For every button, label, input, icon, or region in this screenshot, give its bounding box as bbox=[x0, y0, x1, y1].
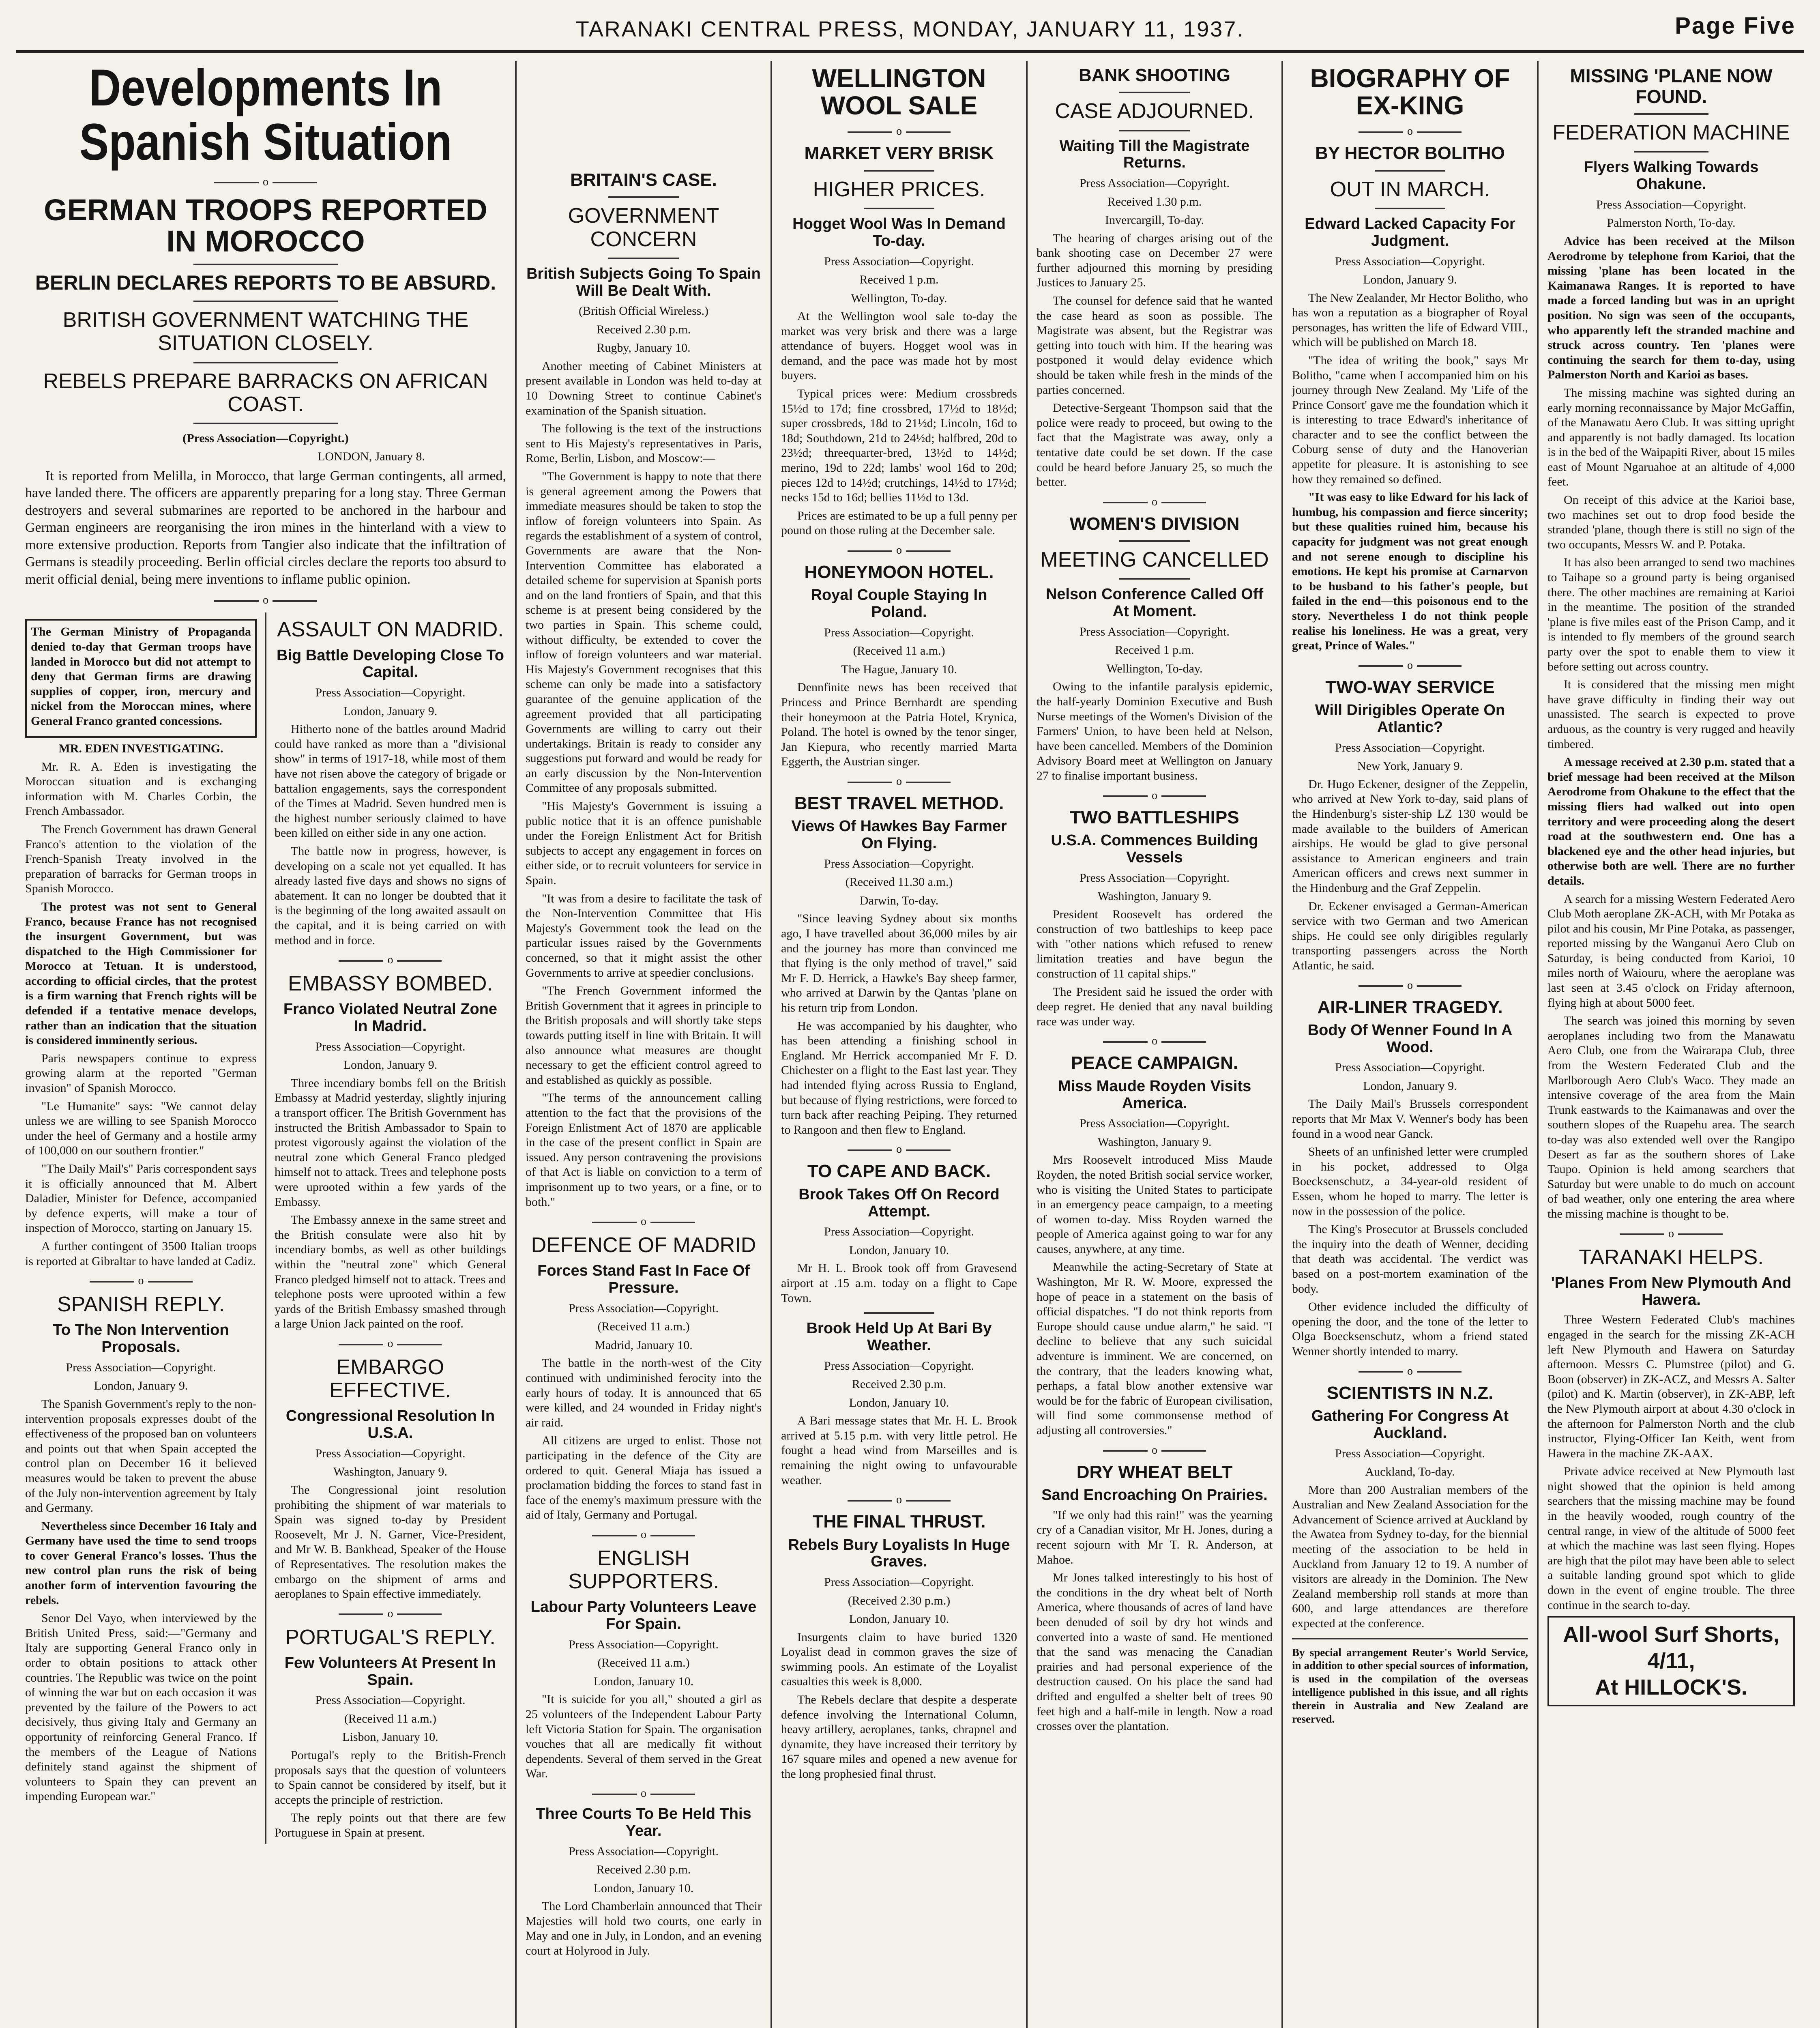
section-headline: HONEYMOON HOTEL. bbox=[804, 562, 994, 582]
column-rule bbox=[265, 612, 266, 1843]
paragraph: It has also been arranged to send two machines to Taihape so a ground party is being organised there. The other machines are remaining at Karioi in the meantime. The position of the stranded 'plane is five miles east of the Prison Camp, and it is intended to fly members of the ground search party over the spot to enable them to view it before setting out across country. bbox=[1547, 556, 1795, 673]
paragraph: Other evidence included the difficulty of opening the door, and the tone of the letter to Olga Boecksenschutz, whom a friend stated Wenner shortly intended to marry. bbox=[1292, 1300, 1528, 1358]
dateline: Wellington, To-day. bbox=[851, 291, 947, 305]
divider bbox=[1375, 208, 1446, 209]
credit: Press Association—Copyright. bbox=[824, 857, 974, 870]
credit: Press Association—Copyright. bbox=[1335, 254, 1485, 268]
section-subhead: Brook Held Up At Bari By Weather. bbox=[806, 1320, 992, 1354]
divider: o bbox=[781, 775, 1017, 788]
dateline: Wellington, To-day. bbox=[1106, 662, 1203, 675]
section-subhead: Brook Takes Off On Record Attempt. bbox=[798, 1186, 1000, 1220]
credit: Press Association—Copyright. bbox=[824, 1359, 974, 1373]
paragraph: The hearing of charges arising out of the bank shooting case on December 27 were further adjourned this morning by presiding Justices to January 25. bbox=[1037, 231, 1273, 290]
deck: REBELS PREPARE BARRACKS ON AFRICAN COAST. bbox=[43, 369, 488, 416]
paragraph: The protest was not sent to General Franco, because France has not recognised the insurgent Government, but was dispatched to the High Commissioner for Morocco at Tetuan. It is understood, according to official circles, that the protest is a firm warning that French rights will be defended if a tentative menace develops, rather than an indication that the situation is considered imminently serious. bbox=[25, 900, 257, 1047]
dateline: (Received 11 a.m.) bbox=[597, 1320, 690, 1334]
divider bbox=[1375, 170, 1446, 172]
section-subhead: 'Planes From New Plymouth And Hawera. bbox=[1551, 1274, 1792, 1308]
dateline: London, January 10. bbox=[849, 1243, 949, 1257]
newspaper-page bbox=[16, 8, 1804, 2028]
section-headline: ENGLISH SUPPORTERS. bbox=[568, 1546, 719, 1594]
credit: Press Association—Copyright. bbox=[1079, 176, 1230, 190]
ad-line: All-wool Surf Shorts, bbox=[1563, 1622, 1779, 1647]
section-headline: WOMEN'S DIVISION bbox=[1069, 513, 1240, 534]
section-headline: TARANAKI HELPS. bbox=[1579, 1245, 1764, 1269]
paragraph: It is considered that the missing men might have grave difficulty in finding their way out unassisted. The search is expected to prove arduous, as the country is very rugged and heavily timbered. bbox=[1547, 678, 1795, 751]
lead-paragraph: It is reported from Melilla, in Morocco, that large German contingents, all armed, have landed there. The officers are apparently preparing for a long stay. Three German destroyers and several submarines are reported to be anchored in the harbour and German engineers are reorganising the iron mines in the hinterland with a view to more extensive production. Reports from Tangier also indicate that the infiltration of Germans is steadily proceeding. Berlin official circles declare the reports too absurd to merit official denial, being mere inventions to inflame public opinion. bbox=[25, 468, 506, 587]
paragraph: The search was joined this morning by seven aeroplanes including two from the Manawatu Aero Club, one from the Wairarapa Club, three from the Western Federated Club and the Marlborough Aero Club's Waco. They made an intensive coverage of the area from the Main Trunk eastwards to the Kaimanawas and over the southern slopes of the Ruapehu area. The search to-day was also extended well over the Rangipo Desert as far as the southern shores of Lake Taupo. Opinion is held among searchers that Saturday but were unable to do much on account of bad weather, only one entering the area where the missing machine is thought to be. bbox=[1547, 1014, 1795, 1220]
section-headline: FEDERATION MACHINE bbox=[1552, 121, 1790, 145]
divider bbox=[1292, 1638, 1528, 1639]
paragraph: Mr Jones talked interestingly to his host of the conditions in the dry wheat belt of North America, where thousands of acres of land have been denuded of soil by dry hot winds and converted into a waste of sand. He mentioned that the sand was menacing the Canadian prairies and had personal experience of the destruction caused. On his place the sand had drifted and engulfed a shelter belt of trees 90 feet high and a half-mile in length. Now a road crosses over the plantation. bbox=[1037, 1571, 1273, 1733]
paragraph: "Since leaving Sydney about six months ago, I have travelled about 36,000 miles by air and the journey has more than convinced me that flying is the only method of travel," said Mr F. D. Herrick, a Hawke's Bay sheep farmer, who arrived at Darwin by the Qantas 'plane on his return trip from London. bbox=[781, 912, 1017, 1015]
paragraph: The reply points out that there are few Portuguese in Spain at present. bbox=[274, 1811, 506, 1839]
divider bbox=[1119, 540, 1190, 542]
dateline: London, January 10. bbox=[849, 1612, 949, 1626]
paragraph: Advice has been received at the Milson Aerodrome by telephone from Karioi, that the missing 'plane has been located in the Kaimanawa Ranges. It is reported to have made a forced landing but was in an upright position. No sign was seen of the occupants, who apparently left the stranded machine and struck across country. Ten 'planes were continuing the search for them to-day, using Palmerston North and Karioi as bases. bbox=[1547, 234, 1795, 382]
section-subhead: British Subjects Going To Spain Will Be Dealt With. bbox=[526, 265, 761, 299]
section-headline: OUT IN MARCH. bbox=[1330, 177, 1490, 201]
section-subhead: Big Battle Developing Close To Capital. bbox=[277, 647, 504, 681]
divider: o bbox=[1547, 1227, 1795, 1240]
divider: o bbox=[275, 954, 506, 967]
section-headline: CASE ADJOURNED. bbox=[1055, 99, 1254, 123]
paragraph: The President said he issued the order with deep regret. He denied that any naval building race was under way. bbox=[1037, 985, 1273, 1028]
paragraph: Portugal's reply to the British-French proposals says that the question of volunteers to Spain cannot be considered by itself, but it accepts the principle of restriction. bbox=[274, 1748, 506, 1807]
byline: BY HECTOR BOLITHO bbox=[1315, 143, 1505, 163]
divider: o bbox=[1037, 1035, 1273, 1048]
credit: (British Official Wireless.) bbox=[578, 304, 709, 318]
section-subhead: Edward Lacked Capacity For Judgment. bbox=[1305, 215, 1515, 249]
section-subhead: Labour Party Volunteers Leave For Spain. bbox=[530, 1598, 757, 1633]
paragraph: The Rebels declare that despite a desperate defence involving the International Column, heavy artillery, aeroplanes, tanks, chrapnel and dynamite, they have increased their territory by 167 square miles and opened a new avenue for the long prophesied final thrust. bbox=[781, 1693, 1017, 1781]
paragraph: The Daily Mail's Brussels correspondent reports that Mr Max V. Wenner's body has been found in a wood near Ganck. bbox=[1292, 1097, 1528, 1141]
deck: BRITISH GOVERNMENT WATCHING THE SITUATION CLOSELY. bbox=[62, 308, 469, 355]
paragraph: President Roosevelt has ordered the construction of two battleships to keep pace with "other nations which refused to renew limitation treaties and have begun the construction of 11 capital ships." bbox=[1037, 907, 1273, 980]
section-subhead: Royal Couple Staying In Poland. bbox=[811, 586, 987, 621]
divider: o bbox=[781, 125, 1017, 138]
dateline: LONDON, January 8. bbox=[318, 450, 425, 464]
section-headline: PORTUGAL'S REPLY. bbox=[285, 1625, 496, 1649]
paragraph: Detective-Sergeant Thompson said that the police were ready to proceed, but owing to the fact that the Magistrate was away, only a tentative date could be set down. If the case could be heard before January 25, so much the better. bbox=[1037, 401, 1273, 489]
divider bbox=[608, 196, 679, 198]
credit: Press Association—Copyright. bbox=[315, 686, 466, 700]
section-headline: SPANISH REPLY. bbox=[57, 1293, 225, 1317]
divider bbox=[193, 423, 338, 424]
dateline: London, January 9. bbox=[1363, 1079, 1457, 1093]
credit: Press Association—Copyright. bbox=[568, 1844, 719, 1858]
section-headline: MISSING 'PLANE NOW FOUND. bbox=[1570, 65, 1773, 107]
section-subhead: Waiting Till the Magistrate Returns. bbox=[1059, 137, 1250, 172]
dateline: Received 1 p.m. bbox=[859, 273, 939, 287]
credit: Press Association—Copyright. bbox=[315, 1040, 466, 1053]
credit: Press Association—Copyright. bbox=[66, 1360, 216, 1374]
divider: o bbox=[1292, 125, 1528, 138]
section-subhead: Forces Stand Fast In Face Of Pressure. bbox=[537, 1262, 750, 1297]
paragraph: "If we only had this rain!" was the yearning cry of a Canadian visitor, Mr H. Jones, during a recent sojourn with Mr T. R. Anderson, at Mahoe. bbox=[1037, 1508, 1273, 1566]
column-bank-shooting bbox=[1028, 61, 1281, 2028]
divider: o bbox=[275, 1337, 506, 1350]
paragraph: Nevertheless since December 16 Italy and Germany have used the time to send troops to cover General Franco's losses. Thus the new control plan runs the risk of being another form of intervention favouring the rebels. bbox=[25, 1519, 257, 1607]
left-subcolumn bbox=[25, 612, 257, 1843]
section-headline: DEFENCE OF MADRID bbox=[531, 1233, 756, 1257]
paragraph: Dennfinite news has been received that Princess and Prince Bernhardt are spending their honeymoon at the Patria Hotel, Krynica, Poland. The hotel is owned by the tenor singer, Jan Kiepura, who recently married Marta Eggerth, the Austrian singer. bbox=[781, 681, 1017, 769]
headline: GERMAN TROOPS REPORTED IN MOROCCO bbox=[44, 193, 487, 258]
paragraph: Mrs Roosevelt introduced Miss Maude Royden, the noted British social service worker, who is visiting the United States to participate in an emergency peace campaign, to a meeting of women to-day. Miss Royden warned the people of America against going to war for any causes, anywhere, at any time. bbox=[1037, 1153, 1273, 1256]
paragraph: Prices are estimated to be up a full penny per pound on those ruling at the December sale. bbox=[781, 509, 1017, 537]
divider: o bbox=[1292, 659, 1528, 672]
paragraph: Three incendiary bombs fell on the British Embassy at Madrid yesterday, slightly injuring a transport officer. The British Government has instructed the British Ambassador to Spain to protest vigorously against the violation of the neutral zone which General Franco pledged himself not to attack. Trees and telephone posts were uprooted within a few yards of the Embassy. bbox=[274, 1076, 506, 1209]
divider bbox=[193, 264, 338, 265]
paragraph: A message received at 2.30 p.m. stated that a brief message had been received at the Milson Aerodrome from Ohakune to the effect that the missing fliers had walked out into open territory and were proceeding along the desert road at the southwestern end. One has a blackened eye and the other head injuries, but otherwise both are well. There are no further details. bbox=[1547, 755, 1795, 887]
divider: o bbox=[25, 594, 506, 607]
credit: Press Association—Copyright. bbox=[824, 1225, 974, 1239]
divider: o bbox=[1292, 1365, 1528, 1378]
right-subcolumn bbox=[275, 612, 506, 1843]
ad-line: 4/11, bbox=[1647, 1649, 1695, 1674]
paragraph: "The idea of writing the book," says Mr Bolitho, "came when I accompanied him on his journey through New Zealand. My 'Life of the Prince Consort' gave me the foundation which it is interesting to trace Edward's inheritance of character and to see the conflict between the Coburg sense of duty and the Hanoverian appetite for pleasure. It is astonishing to see how they remained so defined. bbox=[1292, 353, 1528, 486]
dateline: Received 1 p.m. bbox=[1115, 643, 1194, 657]
section-subhead: U.S.A. Commences Building Vessels bbox=[1051, 831, 1258, 866]
divider bbox=[1119, 130, 1190, 131]
credit: Press Association—Copyright. bbox=[824, 254, 974, 268]
dateline: (Received 11 a.m.) bbox=[853, 644, 945, 658]
banner-headline: Developments In Spanish Situation bbox=[79, 61, 452, 172]
dateline: Rugby, January 10. bbox=[597, 341, 691, 355]
paragraph: "Le Humanite" says: "We cannot delay unless we are willing to see Spanish Morocco under the heel of Germany and a hostile army of 100,000 on our southern frontier." bbox=[25, 1099, 257, 1158]
paragraph: Private advice received at New Plymouth last night showed that the opinion is held among searchers that the missing machine may be found in the heavily wooded, rough country of the central range, in view of the altitude of 5000 feet at which the machine was last seen flying. Hopes are high that the pilot may have been able to select a suitable landing ground spot which to glide down in the event of engine trouble. The three continue in the search to-day. bbox=[1547, 1465, 1795, 1612]
credit: Press Association—Copyright. bbox=[568, 1637, 719, 1651]
paragraph: Mr H. L. Brook took off from Gravesend airport at .15 a.m. today on a flight to Cape Town. bbox=[781, 1261, 1017, 1305]
paragraph: Dr. Hugo Eckener, designer of the Zeppelin, who arrived at New York to-day, said plans of the Hindenburg's sister-ship LZ 130 would be made available to the builders of American airships. He would be glad to give personal assistance to American engineers and train American officers and crews next summer in the Hindenburg and the Graf Zeppelin. bbox=[1292, 777, 1528, 895]
paragraph: Another meeting of Cabinet Ministers at present available in London was held to-day at 10 Downing Street to continue Cabinet's examination of the Spanish situation. bbox=[526, 359, 762, 417]
section-subhead: Three Courts To Be Held This Year. bbox=[536, 1805, 751, 1839]
divider: o bbox=[25, 176, 506, 189]
section-headline: THE FINAL THRUST. bbox=[812, 1512, 986, 1532]
paragraph: Meanwhile the acting-Secretary of State at Washington, Mr R. W. Moore, expressed the hope of peace in a statement on the basis of official dispatches. "I do not think reports from Europe should cause undue alarm," he said. "I decline to believe that any such suicidal adventure is imminent. We are concerned, on the contrary, that the leaders knowing what, perhaps, a fatal blow another extensive war would be for the fabric of European civilisation, will find some commonsense method of adjusting all controversies." bbox=[1037, 1260, 1273, 1437]
paragraph: "The Government is happy to note that there is general agreement among the Powers that immediate measures should be taken to stop the inflow of foreign volunteers into Spain. As regards the establishment of a system of control, Governments are aware that the Non-Intervention Committee has elaborated a detailed scheme for supervision at Spanish ports and on the land frontiers of Spain, and that this scheme is at present being considered by the two parties in Spain. This scheme could, without difficulty, be extended to cover the inflow of foreign volunteers and war material. His Majesty's Government recognises that this scheme can only be made into a satisfactory guarantee of the genuine application of the agreement provided that all participating Governments are willing to carry out their undertakings. Britain is ready to consider any suggestions put forward and would be ready for an early discussion by the Non-Intervention Committee of any proposals submitted. bbox=[526, 470, 762, 795]
paragraph: Sheets of an unfinished letter were crumpled in his pocket, addressed to Olga Boecksenschutz, a 34-year-old resident of Essen, whom he hoped to marry. The letter is now in the possession of the police. bbox=[1292, 1145, 1528, 1218]
divider: o bbox=[526, 1787, 762, 1800]
dateline: Received 1.30 p.m. bbox=[1107, 195, 1202, 208]
paragraph: "It was from a desire to facilitate the task of the Non-Intervention Committee that His Majesty's Government took the lead on the particular issues raised by the Governments concerned, so that it might assist the other Governments to arrive at speedier conclusions. bbox=[526, 892, 762, 980]
paragraph: Dr. Eckener envisaged a German-American service with two German and two American ships. He could see only dirigibles regularly transporting passengers across the North Atlantic, he said. bbox=[1292, 899, 1528, 972]
dateline: Received 2.30 p.m. bbox=[596, 322, 691, 336]
section-headline: ASSAULT ON MADRID. bbox=[277, 618, 504, 642]
paragraph: "The French Government informed the British Government that it agrees in principle to the British proposals and will shortly take steps towards putting itself in line with Britain. It will also announce what measures are thought necessary to get the efficient control agreed to and established as quickly as possible. bbox=[526, 984, 762, 1087]
divider bbox=[1119, 578, 1190, 580]
section-headline: EMBARGO EFFECTIVE. bbox=[329, 1355, 451, 1403]
section-subhead: Hogget Wool Was In Demand To-day. bbox=[792, 215, 1006, 249]
section-headline: AIR-LINER TRAGEDY. bbox=[1317, 997, 1503, 1017]
credit: Press Association—Copyright. bbox=[1079, 625, 1230, 638]
boxed-item bbox=[25, 619, 257, 737]
paragraph: A search for a missing Western Federated Aero Club Moth aeroplane ZK-ACH, with Mr Potaka as pilot and his cousin, Mr Pine Potaka, as passenger, reported missing by the Wanganui Aero Club on Saturday, is being conducted from Karioi, 10 miles north of Waiouru, where the aeroplane was last seen at 3.45 o'clock on Friday afternoon, flying high at about 5000 feet. bbox=[1547, 892, 1795, 1010]
sub-columns bbox=[25, 612, 506, 1843]
divider bbox=[1634, 113, 1708, 115]
dateline: London, January 9. bbox=[94, 1379, 188, 1393]
paragraph: Mr. R. A. Eden is investigating the Moroccan situation and is exchanging information with M. Charles Corbin, the French Ambassador. bbox=[25, 760, 257, 818]
credit: Press Association—Copyright. bbox=[568, 1301, 719, 1315]
section-headline: DRY WHEAT BELT bbox=[1076, 1462, 1233, 1482]
divider bbox=[193, 301, 338, 302]
section-headline: BIOGRAPHY OF EX-KING bbox=[1310, 64, 1510, 120]
paragraph: The battle in the north-west of the City continued with undiminished ferocity into the early hours of today. It is announced that 65 were killed, and 24 wounded in Friday night's air raid. bbox=[526, 1356, 762, 1429]
section-headline: GOVERNMENT CONCERN bbox=[568, 204, 719, 251]
divider bbox=[864, 1312, 935, 1314]
credit: Press Association—Copyright. bbox=[1596, 198, 1746, 211]
dateline: (Received 11.30 a.m.) bbox=[845, 875, 953, 889]
divider bbox=[1634, 151, 1708, 153]
credit: (Press Association—Copyright.) bbox=[182, 431, 349, 445]
section-headline: EMBASSY BOMBED. bbox=[288, 972, 493, 996]
section-headline: TO CAPE AND BACK. bbox=[807, 1161, 991, 1182]
section-headline: HIGHER PRICES. bbox=[813, 177, 985, 201]
dateline: London, January 10. bbox=[593, 1674, 694, 1688]
divider: o bbox=[1037, 1444, 1273, 1457]
dateline: Received 2.30 p.m. bbox=[596, 1863, 691, 1877]
paragraph: The New Zealander, Mr Hector Bolitho, who has won a reputation as a biographer of Royal personages, has written the life of Edward VIII., which will be published on March 18. bbox=[1292, 291, 1528, 349]
dateline: Darwin, To-day. bbox=[859, 894, 939, 907]
paragraph: "The Daily Mail's" Paris correspondent says it is officially announced that M. Albert Daladier, Minister for Defence, accompanied by defence experts, will make a tour of inspection of Morocco, starting on January 15. bbox=[25, 1162, 257, 1235]
credit: Press Association—Copyright. bbox=[824, 625, 974, 639]
divider bbox=[608, 258, 679, 259]
dateline: London, January 10. bbox=[849, 1396, 949, 1409]
paragraph: Insurgents claim to have buried 1320 Loyalist dead in common graves the size of swimming pools. An estimate of the Loyalist casualties this week is 8,000. bbox=[781, 1630, 1017, 1689]
paragraph: Typical prices were: Medium crossbreds 15½d to 17d; fine crossbred, 17½d to 18½d; super crossbreds, 18d to 21½d; Lincoln, 16d to 18d; Southdown, 21d to 24½d; halfbred, 20d to 23½d; threequarter-bred, 13½d to 14½d; merino, 19d to 22d; lambs' wool 16d to 20d; pieces 12d to 14½d; crutchings, 14½d to 17½d; necks 15d to 16d; bellies 11½d to 13d. bbox=[781, 387, 1017, 505]
paragraph: "His Majesty's Government is issuing a public notice that it is an offence punishable under the Foreign Enlistment Act for British subjects to accept any engagement in forces on either side, or to recruit volunteers for service in Spain. bbox=[526, 799, 762, 887]
divider: o bbox=[781, 1493, 1017, 1506]
page-number: Page Five bbox=[1675, 13, 1796, 39]
credit: Press Association—Copyright. bbox=[315, 1693, 466, 1707]
divider: o bbox=[1292, 979, 1528, 992]
section-subhead: Franco Violated Neutral Zone In Madrid. bbox=[283, 1001, 498, 1035]
paragraph: The French Government has drawn General Franco's attention to the violation of the French-Spanish Treaty involved in the preparation of barracks for German troops in Spanish Morocco. bbox=[25, 822, 257, 896]
paragraph: Paris newspapers continue to express growing alarm at the reported "German invasion" of Spanish Morocco. bbox=[25, 1051, 257, 1095]
paragraph: He was accompanied by his daughter, who has been attending a finishing school in England. Mr Herrick accompanied Mr F. D. Chichester on a flight to the East last year. They had intended flying across Russia to England, but because of flying restrictions, were forced to turn back after reaching Peiping. They returned to Rangoon and then flew to England. bbox=[781, 1019, 1017, 1136]
column-wellington-wool bbox=[772, 61, 1026, 2028]
paragraph: The Lord Chamberlain announced that Their Majesties will hold two courts, one early in May and one in July, in London, and an evening court at Holyrood in July. bbox=[526, 1899, 762, 1957]
paragraph: "It was easy to like Edward for his lack of humbug, his compassion and fierce sincerity; but these qualities ruined him, because his capacity for judgment was not great enough and not serene enough to discipline his emotions. He kept his promise at Carnarvon to be husband to his father's people, but failed in the end—this poisonous end to the story. Nevertheless I do not think people realise his loneliness. He was a great, very great, Prince of Wales." bbox=[1292, 490, 1528, 653]
dateline: Madrid, January 10. bbox=[595, 1338, 693, 1352]
dateline: London, January 10. bbox=[593, 1881, 694, 1895]
dateline: Lisbon, January 10. bbox=[342, 1730, 438, 1744]
paragraph: Three Western Federated Club's machines engaged in the search for the missing ZK-ACH left New Plymouth and Hawera on Saturday afternoon. Messrs C. Plumstree (pilot) and G. Boon (observer) in ZK-ACZ, and Messrs A. Salter (pilot) and K. Martin (observer), in ZK-ABP, left the New Plymouth airport at about 4.30 o'clock in the afternoon for Palmerston North and the club instructor, Flying-Officer Ian Keith, went from Hawera in the machine ZK-AAX. bbox=[1547, 1313, 1795, 1460]
dateline: (Received 2.30 p.m.) bbox=[848, 1594, 951, 1607]
column-biography bbox=[1283, 61, 1537, 2028]
dateline: London, January 9. bbox=[343, 704, 438, 718]
advertisement bbox=[1547, 1616, 1795, 1706]
section-subhead: Miss Maude Royden Visits America. bbox=[1058, 1077, 1251, 1112]
section-headline: PEACE CAMPAIGN. bbox=[1071, 1053, 1238, 1073]
masthead-title: TARANAKI CENTRAL PRESS, MONDAY, JANUARY 11, 1937. bbox=[575, 17, 1245, 41]
paragraph: More than 200 Australian members of the Australian and New Zealand Association for the Advancement of Science arrived at Auckland by the Awatea from Sydney to-day, for the biennial meeting of the association to be held in Auckland from January 12 to 19. A number of visitors are already in the Dominion. The New Zealand membership roll stands at more than 600, and large attendances are therefore expected at the conference. bbox=[1292, 1483, 1528, 1630]
paragraph: All citizens are urged to enlist. Those not participating in the defence of the City are ordered to quit. General Miaja has issued a proclamation bidding the forces to stand fast in face of the enemy's maximum pressure with the aid of Italy, Germany and Portugal. bbox=[526, 1434, 762, 1522]
credit: Press Association—Copyright. bbox=[1079, 871, 1230, 885]
dateline: Washington, January 9. bbox=[333, 1465, 447, 1479]
section-headline: SCIENTISTS IN N.Z. bbox=[1326, 1383, 1494, 1403]
boxed-text: The German Ministry of Propaganda denied to-day that German troops have landed in Morocco but did not attempt to deny that German firms are drawing supplies of copper, iron, mercury and nickel from the Moroccan mines, where General Franco granted concessions. bbox=[31, 625, 251, 728]
credit: Press Association—Copyright. bbox=[315, 1446, 466, 1460]
divider: o bbox=[781, 544, 1017, 557]
section-subhead: Gathering For Congress At Auckland. bbox=[1311, 1407, 1509, 1442]
section-headline: MEETING CANCELLED bbox=[1040, 548, 1269, 572]
divider bbox=[864, 208, 935, 209]
section-subhead: Body Of Wenner Found In A Wood. bbox=[1307, 1021, 1513, 1056]
paragraph: Senor Del Vayo, when interviewed by the British United Press, said:—"Germany and Italy are supporting General Franco only in order to obtain positions to attack other countries. The Republic was twice on the point of winning the war but on each occasion it was prevented by the failure of the Powers to act decisively, thus giving Italy and Germany an opportunity of reinforcing General Franco. If the members of the League of Nations definitely stand against the shipment of volunteers to Spain they can prevent an impending European war." bbox=[25, 1611, 257, 1803]
section-subhead: Nelson Conference Called Off At Moment. bbox=[1045, 586, 1264, 620]
dateline: (Received 11 a.m.) bbox=[597, 1656, 690, 1670]
section-headline: BRITAIN'S CASE. bbox=[570, 170, 717, 190]
section-subhead: Will Dirigibles Operate On Atlantic? bbox=[1315, 702, 1505, 736]
divider: o bbox=[25, 1274, 257, 1287]
paragraph: Owing to the infantile paralysis epidemic, the half-yearly Dominion Executive and Bush Nurse meetings of the Women's Division of the Farmers' Union, to have been held at Nelson, have been cancelled. Members of the Dominion Advisory Board meet at Wellington on January 27 to finalise important business. bbox=[1037, 680, 1273, 782]
credit: Press Association—Copyright. bbox=[824, 1575, 974, 1589]
section-subhead: Congressional Resolution In U.S.A. bbox=[285, 1407, 495, 1442]
section-headline: TWO BATTLESHIPS bbox=[1070, 807, 1239, 827]
dateline: New York, January 9. bbox=[1357, 759, 1463, 773]
section-subhead: Rebels Bury Loyalists In Huge Graves. bbox=[788, 1536, 1010, 1570]
paragraph: The Embassy annexe in the same street and the British consulate were also hit by incendiary bombs, as well as other buildings within the "neutral zone" which General Franco pledged himself not to attack. Trees and telephone posts were uprooted within a few yards of the British Embassy smashed through a large Union Jack painted on the roof. bbox=[274, 1213, 506, 1331]
dateline: Palmerston North, To-day. bbox=[1607, 216, 1736, 230]
divider: o bbox=[1037, 789, 1273, 802]
ad-line: At HILLOCK'S. bbox=[1595, 1675, 1747, 1699]
divider: o bbox=[275, 1607, 506, 1620]
divider: o bbox=[781, 1143, 1017, 1156]
divider: o bbox=[526, 1528, 762, 1541]
paragraph: Hitherto none of the battles around Madrid could have ranked as more than a "divisional show" in terms of 1917-18, while most of them have not risen above the category of brigade or battalion engagements, says the correspondent of the Times at Madrid. Seven hundred men is the highest number seriously claimed to have been killed on either side in any one action. bbox=[274, 722, 506, 840]
section-subhead: To The Non Intervention Proposals. bbox=[53, 1321, 229, 1356]
column-missing-plane bbox=[1539, 61, 1804, 2028]
credit: Press Association—Copyright. bbox=[1335, 741, 1485, 754]
divider bbox=[193, 362, 338, 363]
paragraph: The counsel for defence said that he wanted the case heard as soon as possible. The Magistrate was absent, but the Registrar was getting into touch with him. If the hearing was postponed it would delay evidence which should be taken while fresh in the minds of the parties concerned. bbox=[1037, 294, 1273, 397]
paragraph: "The terms of the announcement calling attention to the fact that the provisions of the Foreign Enlistment Act of 1870 are applicable in the case of the present conflict in Spain are issued. Any person contravening the provisions of that Act is liable on conviction to a term of imprisonment up to two years, or a fine, or to both." bbox=[526, 1091, 762, 1209]
paragraph: The battle now in progress, however, is developing on a scale not yet equalled. It has already lasted five days and shows no signs of abatement. It can no longer be doubted that it is the beginning of the long awaited assault on the capital, and it is being carried on with method and in force. bbox=[274, 844, 506, 947]
section-headline: TWO-WAY SERVICE bbox=[1325, 677, 1495, 697]
divider: o bbox=[526, 1215, 762, 1228]
credit: Press Association—Copyright. bbox=[1079, 1117, 1230, 1130]
dateline: The Hague, January 10. bbox=[841, 662, 957, 676]
section-subhead: Few Volunteers At Present In Spain. bbox=[284, 1654, 496, 1689]
section-headline: WELLINGTON WOOL SALE bbox=[812, 64, 986, 120]
credit: Press Association—Copyright. bbox=[1335, 1446, 1485, 1460]
dateline: London, January 9. bbox=[1363, 273, 1457, 287]
dateline: Invercargill, To-day. bbox=[1105, 213, 1204, 227]
deck: BERLIN DECLARES REPORTS TO BE ABSURD. bbox=[35, 271, 496, 294]
paragraph: At the Wellington wool sale to-day the market was very brisk and there was a large attendance of buyers. Hogget wool was in demand, and the pace was made hot by most buyers. bbox=[781, 309, 1017, 382]
reuters-note: By special arrangement Reuter's World Service, in addition to other special sources of information, is used in the compilation of the overseas intelligence published in this issue, and all rights therein in Australia and New Zealand are reserved. bbox=[1292, 1646, 1528, 1725]
dateline: (Received 11 a.m.) bbox=[344, 1712, 437, 1725]
lead-story bbox=[16, 61, 515, 2028]
section-subhead: Views Of Hawkes Bay Farmer On Flying. bbox=[791, 818, 1007, 852]
section-headline: BANK SHOOTING bbox=[1079, 65, 1230, 85]
dateline: Washington, January 9. bbox=[1097, 1135, 1212, 1149]
dateline: Auckland, To-day. bbox=[1365, 1465, 1455, 1479]
divider bbox=[1119, 92, 1190, 93]
section-headline: BEST TRAVEL METHOD. bbox=[794, 793, 1004, 813]
dateline: London, January 9. bbox=[343, 1058, 438, 1072]
masthead bbox=[16, 8, 1804, 53]
dateline: Received 2.30 p.m. bbox=[852, 1377, 946, 1391]
paragraph: The Spanish Government's reply to the non-intervention proposals expresses doubt of the effectiveness of the proposed ban on volunteers and points out that when Spain accepted the control plan on December 16 it believed measures would be taken to prevent the abuse of the July non-intervention agreement by Italy and Germany. bbox=[25, 1397, 257, 1515]
column-britains-case bbox=[517, 61, 770, 2028]
paragraph: The Congressional joint resolution prohibiting the shipment of war materials to Spain was signed to-day by President Roosevelt, Mr J. N. Garner, Vice-President, and Mr W. B. Bankhead, Speaker of the House of Representatives. The resolution makes the embargo on the shipment of arms and aeroplanes to Spain effective immediately. bbox=[274, 1483, 506, 1601]
section-subhead: Sand Encroaching On Prairies. bbox=[1041, 1486, 1268, 1504]
subhead: MR. EDEN INVESTIGATING. bbox=[58, 741, 223, 755]
dateline: Washington, January 9. bbox=[1097, 889, 1212, 903]
paragraph: The following is the text of the instructions sent to His Majesty's representatives in Paris, Rome, Berlin, Lisbon, and Moscow:— bbox=[526, 422, 762, 465]
section-headline: MARKET VERY BRISK bbox=[804, 143, 994, 163]
paragraph: The missing machine was sighted during an early morning reconnaissance by Major McGaffin, of the Manawatu Aero Club. It was sitting upright and apparently is not badly damaged. Its location is in the bed of the Waipapiti River, about 15 miles east of Mount Ngaruahoe at an altitude of 4,000 feet. bbox=[1547, 386, 1795, 489]
paragraph: The King's Prosecutor at Brussels concluded the inquiry into the death of Wenner, deciding that death was accidental. The verdict was based on a post-mortem examination of the body. bbox=[1292, 1222, 1528, 1295]
credit: Press Association—Copyright. bbox=[1335, 1061, 1485, 1074]
paragraph: A Bari message states that Mr. H. L. Brook arrived at 5.15 p.m. with very little petrol. He fought a head wind from Marseilles and is remaining the night owing to unfavourable weather. bbox=[781, 1414, 1017, 1487]
paragraph: A further contingent of 3500 Italian troops is reported at Gibraltar to have landed at Cadiz. bbox=[25, 1239, 257, 1268]
divider: o bbox=[1037, 496, 1273, 509]
divider bbox=[864, 170, 935, 172]
section-subhead: Flyers Walking Towards Ohakune. bbox=[1584, 159, 1759, 193]
paragraph: "It is suicide for you all," shouted a girl as 25 volunteers of the Independent Labour Party left Victoria Station for Spain. The organisation vouches that all are medically fit without dependents. Several of them served in the Great War. bbox=[526, 1693, 762, 1781]
paragraph: On receipt of this advice at the Karioi base, two machines set out to drop food beside the stranded 'plane, though there is still no sign of the two occupants, Messrs W. and P. Potaka. bbox=[1547, 493, 1795, 551]
